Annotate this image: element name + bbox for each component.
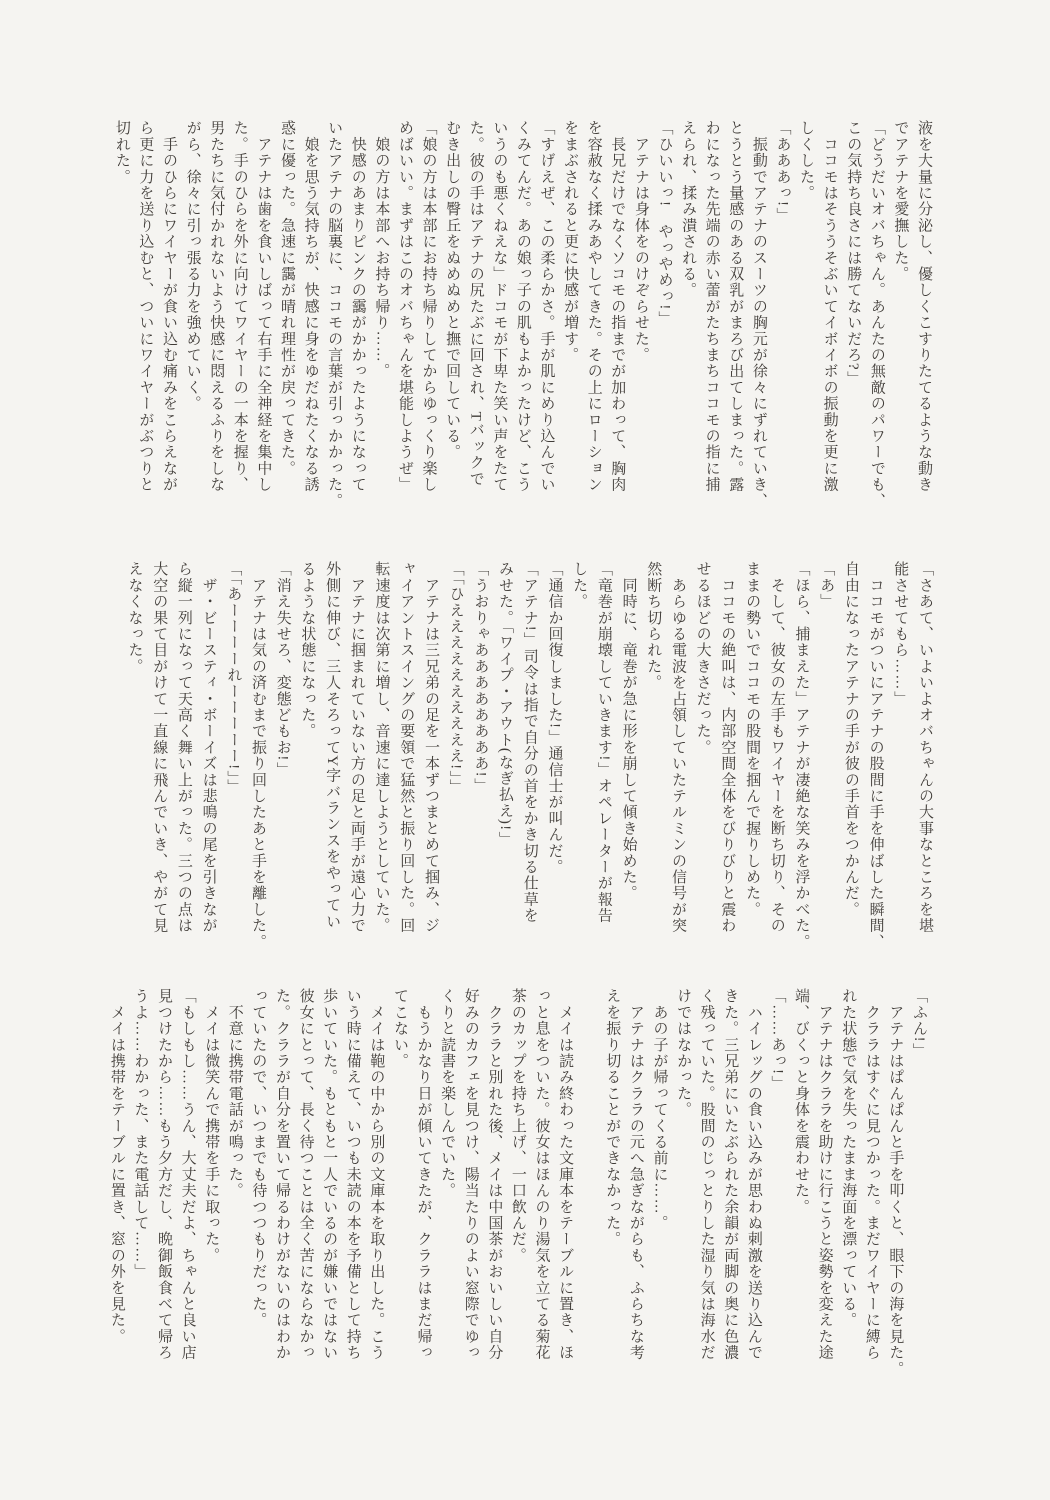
text-band-2: [122, 561, 937, 955]
text-line: クララはすぐに見つかった。まだワイヤーに縛ら: [863, 988, 880, 1361]
text-line: いたアテナの脳裏に、ココモの言葉が引っかかった。: [326, 120, 343, 509]
text-line: [576, 988, 600, 1382]
text-line: 転速度は次第に増し、音速に達しようとしていた。: [373, 561, 390, 934]
text-line: く残っていた。股間のじっとりした湿り気は海水だ: [698, 988, 715, 1361]
text-line: 娘の方は本部へお持ち帰り……。: [373, 120, 390, 380]
text-line: 能させてもら……」: [892, 561, 909, 707]
text-line: メイは読み終わった文庫本をテーブルに置き、ほ: [557, 988, 574, 1361]
text-line: 「どうだいオバちゃん。あんたの無敵のパワーでも、: [868, 120, 885, 509]
text-line: アテナはクララを助けに行こうと姿勢を変えた途: [816, 988, 833, 1361]
text-line: 「「ひええええええええええ!」」: [447, 561, 464, 796]
text-line: 好みのカフェを見つけ、陽当たりのよい窓際でゆっ: [462, 988, 479, 1361]
text-line: 「娘の方は本部にお持ち帰りしてからゆっくり楽し: [420, 120, 437, 493]
text-line: 然断ち切られた。: [645, 561, 662, 691]
text-line: あの子が帰ってくる前に……。: [651, 988, 668, 1231]
text-line: わになった先端の赤い蕾がたちまちココモの指に捕: [703, 120, 720, 493]
text-line: えられ、揉み潰される。: [680, 120, 697, 299]
text-line: メイは鞄の中から別の文庫本を取り出した。こう: [368, 988, 385, 1361]
text-line: きた。三兄弟にいたぶられた余韻が両脚の奥に色濃: [722, 988, 739, 1361]
text-line: クララと別れた後、メイは中国茶がおいしい自分: [486, 988, 503, 1361]
text-line: あらゆる電波を占領していたテルミンの信号が突: [669, 561, 686, 934]
text-line: いうのも悪くねえな」ドコモが下卑た笑い声をたて: [491, 120, 508, 493]
text-line: 切れた。: [113, 120, 130, 185]
text-line: えなくなった。: [126, 561, 143, 675]
text-line: れた状態で気を失ったまま海面を漂っている。: [840, 988, 857, 1329]
text-line: アテナはクララの元へ急ぎながらも、ふらちな考: [627, 988, 644, 1361]
text-line: 歩いていた。もともと一人でいるのが嫌いではない: [321, 988, 338, 1361]
text-line: 外側に伸び、三人そろってY字バランスをやってい: [324, 561, 341, 930]
text-band-1: [109, 120, 935, 514]
text-line: た。手のひらを外に向けてワイヤーの一本を握り、: [231, 120, 248, 493]
text-line: た。彼の手はアテナの尻たぶに回され、Tバックで: [467, 120, 484, 487]
text-line: ハイレッグの食い込みが思わぬ刺激を送り込んで: [745, 988, 762, 1361]
text-line: 液を大量に分泌し、優しくこすりたてるような動き: [916, 120, 932, 493]
text-line: みせた。「ワイプ・アウト(なぎ払え)!」: [497, 561, 514, 848]
text-line: 長兄だけでなくソコモの指までが加わって、胸肉: [609, 120, 626, 493]
text-line: くみてんだ。あの娘っ子の肌もよかったけど、こう: [514, 120, 531, 493]
text-line: くりと読書を楽しんでいた。: [439, 988, 456, 1199]
text-line: 「さあて、いよいよオバちゃんの大事なところを堪: [917, 561, 933, 934]
text-line: けではなかった。: [675, 988, 692, 1118]
text-line: メイは携帯をテーブルに置き、窓の外を見た。: [108, 988, 125, 1345]
text-line: ままの勢いでココモの股間を掴んで握りしめた。: [744, 561, 761, 918]
text-line: 手のひらにワイヤーが食い込む痛みをこらえなが: [161, 120, 177, 493]
text-line: アテナはぱんぱんと手を叩くと、眼下の海を見た。: [887, 988, 904, 1377]
text-line: とうとう量感のある双乳がまろび出てしまった。露: [727, 120, 744, 493]
text-line: 「もしもし……うん、大丈夫だよ、ちゃんと良い店: [179, 988, 196, 1361]
text-line: ココモはそううそぶいてイボイボの振動を更に激: [821, 120, 838, 493]
text-line: 「あ」: [818, 561, 835, 610]
text-line: 「ひいいっ! やっやめっ!」: [656, 120, 673, 327]
text-line: 端、びくっと身体を震わせた。: [793, 988, 810, 1215]
text-line: っていたので、いつまでも待つつもりだった。: [250, 988, 267, 1329]
text-line: でアテナを愛撫した。: [892, 120, 909, 282]
text-line: 「「あーーーーれーーーーー!」」: [225, 561, 242, 796]
text-line: 惑に優った。急速に靄が晴れ理性が戻ってきた。: [278, 120, 295, 477]
text-line: いう時に備えて、いつも未読の本を予備として持ち: [344, 988, 361, 1361]
text-line: この気持ち良さには勝てないだろ?」: [845, 120, 862, 388]
text-line: アテナは気の済むまで振り回したあと手を離した。: [250, 561, 267, 950]
text-line: もうかなり日が傾いてきたが、クララはまだ帰っ: [415, 988, 432, 1361]
text-line: した。: [571, 561, 588, 610]
text-line: ら更に力を送り込むと、ついにワイヤーがぶつりと: [137, 120, 154, 493]
text-line: 「通信か回復しました!」通信士が叫んだ。: [546, 561, 563, 875]
text-line: 娘を思う気持ちが、快感に身をゆだねたくなる誘: [302, 120, 319, 493]
text-line: 不意に携帯電話が鳴った。: [226, 988, 243, 1199]
text-line: しくした。: [798, 120, 815, 201]
text-line: むき出しの臀丘をぬめぬめと撫で回している。: [444, 120, 461, 461]
text-line: ココモがついにアテナの股間に手を伸ばした瞬間、: [867, 561, 884, 950]
text-line: 「ほら、捕まえた」アテナが凄絶な笑みを浮かべた。: [793, 561, 810, 950]
text-line: ココモの絶叫は、内部空間全体をびりびりと震わ: [719, 561, 736, 934]
text-line: 茶のカップを持ち上げ、一口飲んだ。: [509, 988, 526, 1264]
text-line: 「竜巻が崩壊していきます!」オペレーターが報告: [595, 561, 612, 924]
text-line: 「あああっ!」: [774, 120, 791, 224]
text-line: をまぶされると更に快感が増す。: [562, 120, 579, 363]
text-line: てこない。: [391, 988, 408, 1069]
text-line: 「消え失せろ、変態どもお!」: [274, 561, 291, 778]
text-line: た。クララが自分を置いて帰るわけがないのはわか: [273, 988, 290, 1361]
text-line: 快感のあまりピンクの靄がかかったようになって: [349, 120, 366, 493]
text-line: うよ……わかった、また電話して……」: [132, 988, 149, 1280]
text-line: 「すげえぜ、この柔らかさ。手が肌にめり込んでい: [538, 120, 555, 493]
text-line: そして、彼女の左手もワイヤーを断ち切り、その: [768, 561, 785, 934]
text-line: アテナに掴まれていない方の足と両手が遠心力で: [348, 561, 365, 934]
text-line: ャイアントスイングの要領で猛然と振り回した。回: [398, 561, 415, 934]
text-line: えを振り切ることができなかった。: [604, 988, 621, 1248]
text-line: せるほどの大きさだった。: [694, 561, 711, 756]
text-band-3: [104, 988, 930, 1382]
text-line: 同時に、竜巻が急に形を崩して傾き始めた。: [620, 561, 637, 902]
text-line: メイは微笑んで携帯を手に取った。: [203, 988, 220, 1264]
text-line: 「ふん!」: [911, 988, 927, 1059]
text-line: ら縦一列になって天高く舞い上がった。三つの点は: [175, 561, 192, 934]
text-line: 「アテナ!」司令は指で自分の首をかき切る仕草を: [521, 561, 538, 924]
text-line: 大空の果て目がけて一直線に飛んでいき、やがて見: [151, 561, 168, 934]
text-line: を容赦なく揉みあやしてきた。その上にローション: [585, 120, 602, 493]
text-line: めばいい。まずはこのオバちゃんを堪能しようぜ」: [396, 120, 413, 493]
text-line: るような状態になった。: [299, 561, 316, 740]
text-line: 自由になったアテナの手が彼の手首をつかんだ。: [842, 561, 859, 918]
text-line: 男たちに気付かれないよう快感に悶えるふりをしな: [208, 120, 225, 493]
text-line: 見つけたから……もう夕方だし、晩御飯食べて帰ろ: [156, 988, 172, 1361]
text-line: アテナは歯を食いしばって右手に全神経を集中し: [255, 120, 272, 493]
text-line: ザ・ビースティ・ボーイズは悲鳴の尾を引きなが: [200, 561, 217, 934]
text-line: 彼女にとって、長く待つことは全く苦にならなかっ: [297, 988, 314, 1361]
text-line: っと息をついた。彼女はほんのり湯気を立てる菊花: [533, 988, 550, 1361]
text-line: アテナは三兄弟の足を一本ずつまとめて掴み、ジ: [422, 561, 439, 934]
text-line: がら、徐々に引っ張る力を強めていく。: [184, 120, 201, 412]
text-line: 振動でアテナのスーツの胸元が徐々にずれていき、: [750, 120, 767, 509]
text-line: 「……あっ!」: [769, 988, 786, 1092]
text-line: 「うおりゃああああああああ!」: [472, 561, 489, 794]
text-line: アテナは身体をのけぞらせた。: [632, 120, 649, 363]
